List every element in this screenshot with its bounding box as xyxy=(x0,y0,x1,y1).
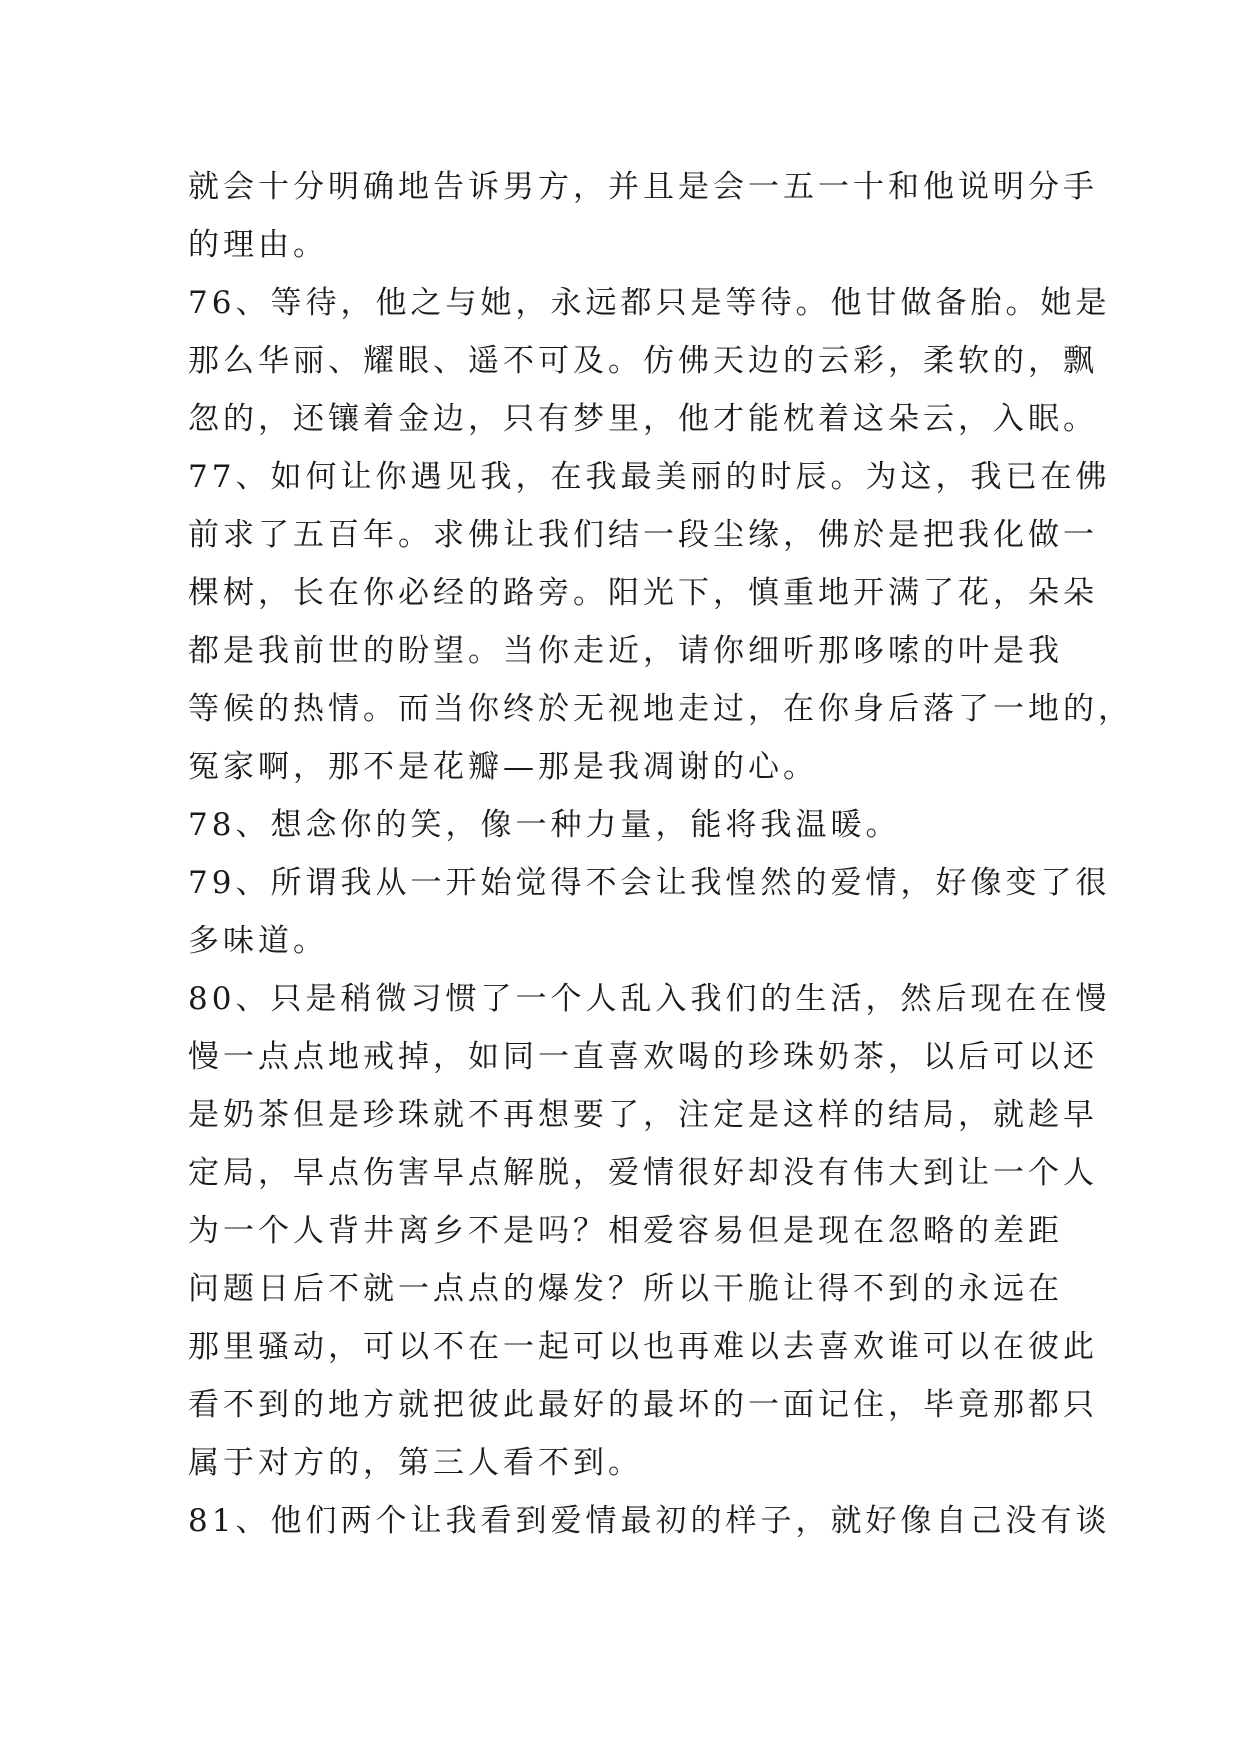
text-line: 属于对方的，第三人看不到。 xyxy=(188,1445,643,1481)
text-line: 81、他们两个让我看到爱情最初的样子，就好像自己没有谈 xyxy=(188,1503,1111,1539)
text-line: 看不到的地方就把彼此最好的最坏的一面记住，毕竟那都只 xyxy=(188,1387,1098,1423)
text-line: 忽的，还镶着金边，只有梦里，他才能枕着这朵云，入眠。 xyxy=(188,401,1098,437)
text-line: 棵树，长在你必经的路旁。阳光下，慎重地开满了花，朵朵 xyxy=(188,575,1098,611)
text-line: 慢一点点地戒掉，如同一直喜欢喝的珍珠奶茶，以后可以还 xyxy=(188,1039,1098,1075)
text-line: 那里骚动，可以不在一起可以也再难以去喜欢谁可以在彼此 xyxy=(188,1329,1098,1365)
text-line: 等候的热情。而当你终於无视地走过，在你身后落了一地的， xyxy=(188,691,1133,727)
text-line: 冤家啊，那不是花瓣—那是我凋谢的心。 xyxy=(188,749,818,785)
text-line: 76、等待，他之与她，永远都只是等待。他甘做备胎。她是 xyxy=(188,285,1111,321)
text-line: 的理由。 xyxy=(188,227,328,263)
text-line: 78、想念你的笑，像一种力量，能将我温暖。 xyxy=(188,807,901,843)
text-line: 77、如何让你遇见我，在我最美丽的时辰。为这，我已在佛 xyxy=(188,459,1111,495)
text-line: 都是我前世的盼望。当你走近，请你细听那哆嗦的叶是我 xyxy=(188,633,1063,669)
text-line: 80、只是稍微习惯了一个人乱入我们的生活，然后现在在慢 xyxy=(188,981,1111,1017)
body-text xyxy=(188,158,1133,1550)
text-line: 是奶茶但是珍珠就不再想要了，注定是这样的结局，就趁早 xyxy=(188,1097,1098,1133)
text-line: 前求了五百年。求佛让我们结一段尘缘，佛於是把我化做一 xyxy=(188,517,1098,553)
text-line: 为一个人背井离乡不是吗？相爱容易但是现在忽略的差距 xyxy=(188,1213,1063,1249)
text-line: 定局，早点伤害早点解脱，爱情很好却没有伟大到让一个人 xyxy=(188,1155,1098,1191)
text-line: 就会十分明确地告诉男方，并且是会一五一十和他说明分手 xyxy=(188,169,1098,205)
text-line: 79、所谓我从一开始觉得不会让我惶然的爱情，好像变了很 xyxy=(188,865,1111,901)
text-line: 多味道。 xyxy=(188,923,328,959)
text-line: 那么华丽、耀眼、遥不可及。仿佛天边的云彩，柔软的，飘 xyxy=(188,343,1098,379)
text-line: 问题日后不就一点点的爆发？所以干脆让得不到的永远在 xyxy=(188,1271,1063,1307)
